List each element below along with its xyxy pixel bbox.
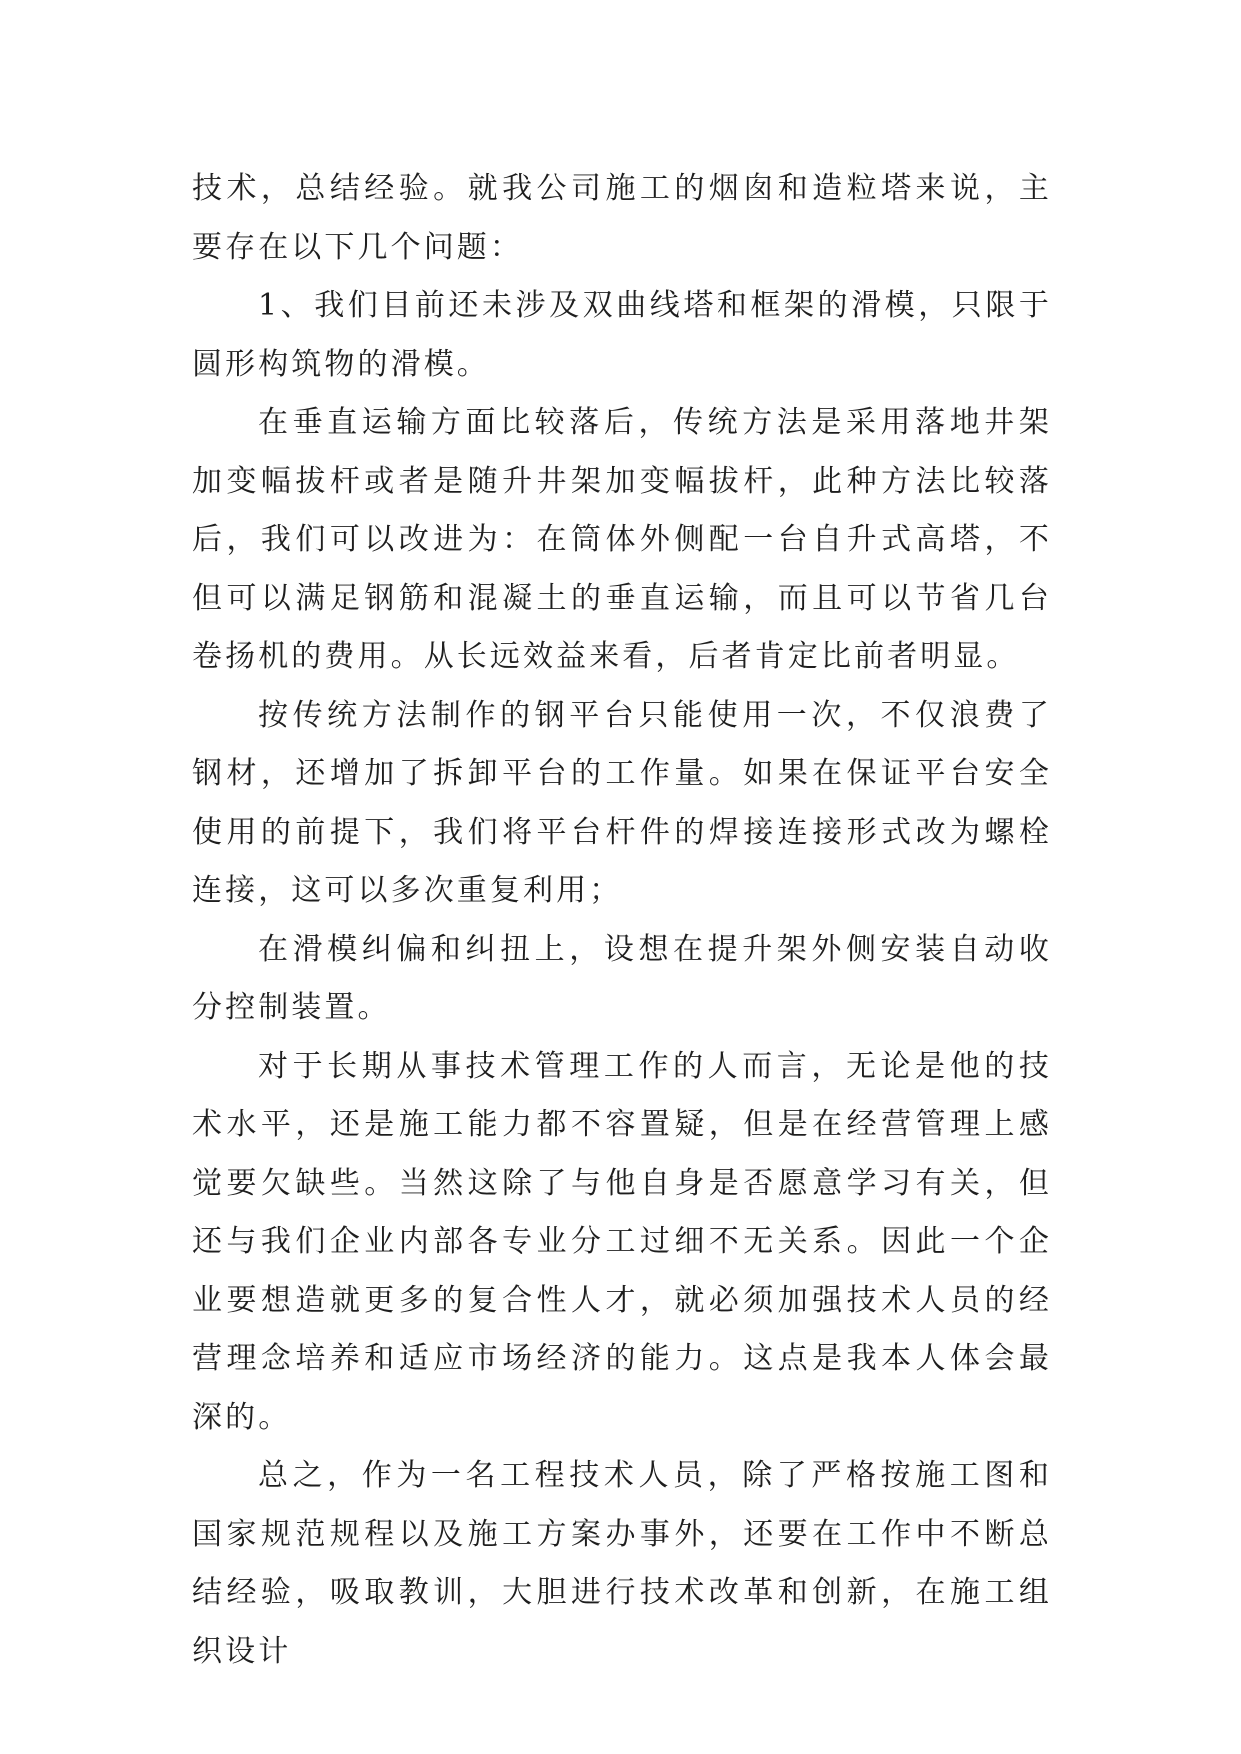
paragraph-continuation: 技术，总结经验。就我公司施工的烟囱和造粒塔来说，主要存在以下几个问题： bbox=[192, 171, 1052, 265]
paragraph-vertical-transport: 在垂直运输方面比较落后，传统方法是采用落地井架加变幅拔杆或者是随升井架加变幅拔杆，此种方法比较落后，我们可以改进为：在筒体外侧配一台自升式高塔，不但可以满足钢筋和混凝土的垂直运输，而且可以节省几台卷扬机的费用。从长远效益来看，后者肯定比前者明显。 bbox=[192, 405, 1052, 674]
paragraph-issue-1: 1、我们目前还未涉及双曲线塔和框架的滑模，只限于圆形构筑物的滑模。 bbox=[192, 288, 1052, 382]
paragraph-management: 对于长期从事技术管理工作的人而言，无论是他的技术水平，还是施工能力都不容置疑，但是在经营管理上感觉要欠缺些。当然这除了与他自身是否愿意学习有关，但还与我们企业内部各专业分工过细不无关系。因此一个企业要想造就更多的复合性人才，就必须加强技术人员的经营理念培养和适应市场经济的能力。这点是我本人体会最深的。 bbox=[192, 1048, 1052, 1435]
paragraph-slipform-correction: 在滑模纠偏和纠扭上，设想在提升架外侧安装自动收分控制装置。 bbox=[192, 931, 1052, 1025]
document-body bbox=[192, 160, 1052, 1681]
paragraph-steel-platform: 按传统方法制作的钢平台只能使用一次，不仅浪费了钢材，还增加了拆卸平台的工作量。如果在保证平台安全使用的前提下，我们将平台杆件的焊接连接形式改为螺栓连接，这可以多次重复利用； bbox=[192, 697, 1052, 908]
paragraph-conclusion: 总之，作为一名工程技术人员，除了严格按施工图和国家规范规程以及施工方案办事外，还要在工作中不断总结经验，吸取教训，大胆进行技术改革和创新，在施工组织设计 bbox=[192, 1458, 1052, 1669]
